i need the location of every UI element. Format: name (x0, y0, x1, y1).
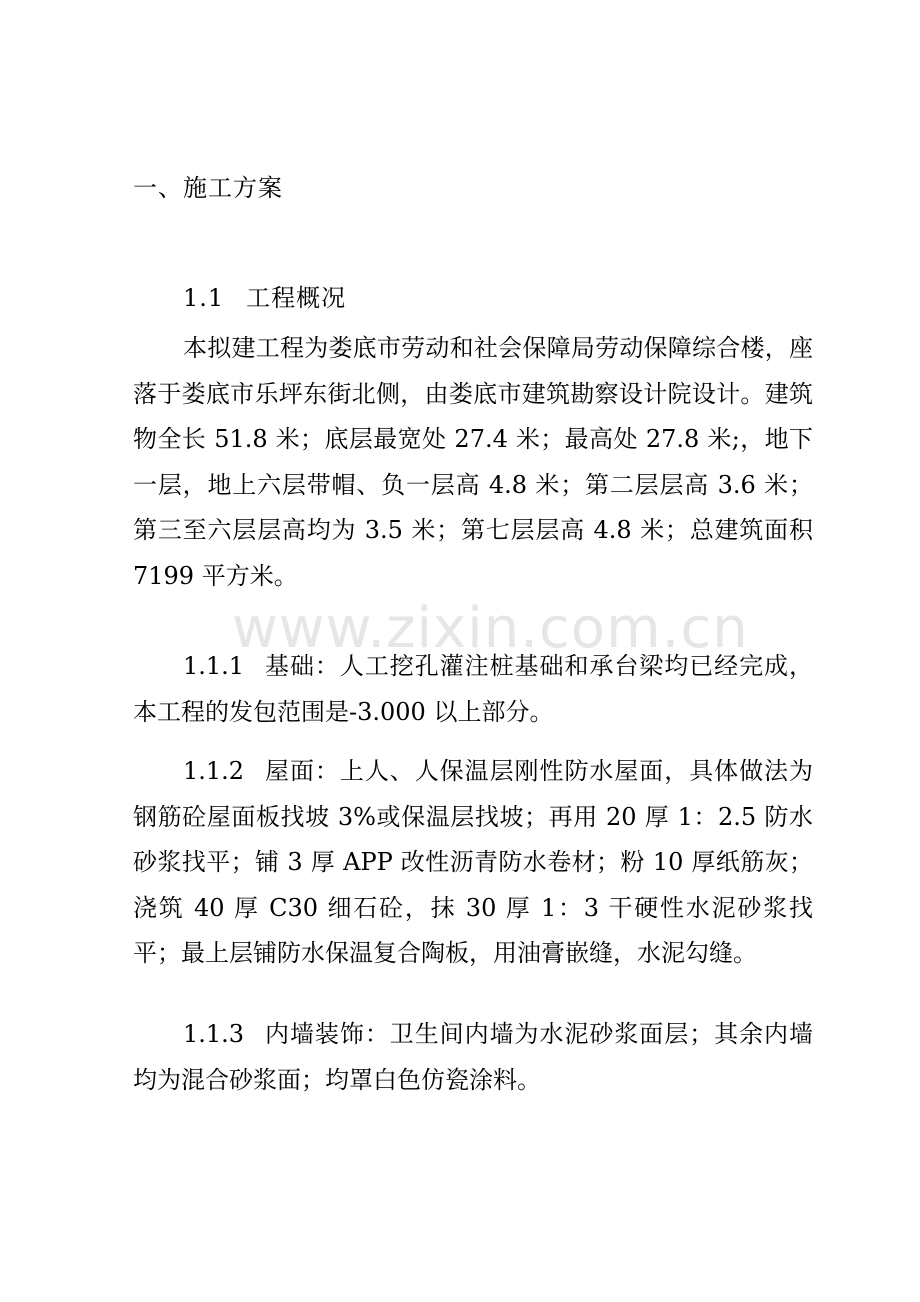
item-roof (133, 749, 813, 977)
subsection-title: 工程概况 (246, 284, 347, 312)
subsection-heading (183, 282, 346, 314)
item-number: 1.1.1 (183, 652, 245, 680)
item-text: 屋面：上人、人保温层刚性防水屋面，具体做法为钢筋砼屋面板找坡 3%或保温层找坡；再用 20 厚 1：2.5 防水砂浆找平；铺 3 厚 APP 改性沥青防水卷材；粉 10 厚纸筋灰；浇筑 40 厚 C30 细石砼，抹 30 厚 1：3 干硬性水泥砂浆找平；最上层铺防水保温复合陶板，用油膏嵌缝，水泥勾缝。 (133, 757, 813, 967)
item-text: 基础：人工挖孔灌注桩基础和承台梁均已经完成，本工程的发包范围是-3.000 以上部分。 (133, 652, 813, 726)
subsection-number: 1.1 (183, 284, 225, 312)
section-heading: 一、施工方案 (133, 174, 283, 202)
item-number: 1.1.3 (183, 1020, 245, 1048)
watermark: www.zixin.com.cn (232, 596, 749, 661)
item-interior-wall (133, 1012, 813, 1103)
item-text: 内墙装饰：卫生间内墙为水泥砂浆面层；其余内墙均为混合砂浆面；均罩白色仿瓷涂料。 (133, 1020, 813, 1094)
item-number: 1.1.2 (183, 757, 245, 785)
overview-paragraph: 本拟建工程为娄底市劳动和社会保障局劳动保障综合楼，座落于娄底市乐坪东街北侧，由娄底市建筑勘察设计院设计。建筑物全长 51.8 米；底层最宽处 27.4 米；最高处 27.8 米;，地下一层，地上六层带帽、负一层高 4.8 米；第二层层高 3.6 米；第三至六层层高均为 3.5 米；第七层层高 4.8 米；总建筑面积 7199 平方米。 (133, 334, 813, 590)
item-foundation (133, 644, 813, 735)
